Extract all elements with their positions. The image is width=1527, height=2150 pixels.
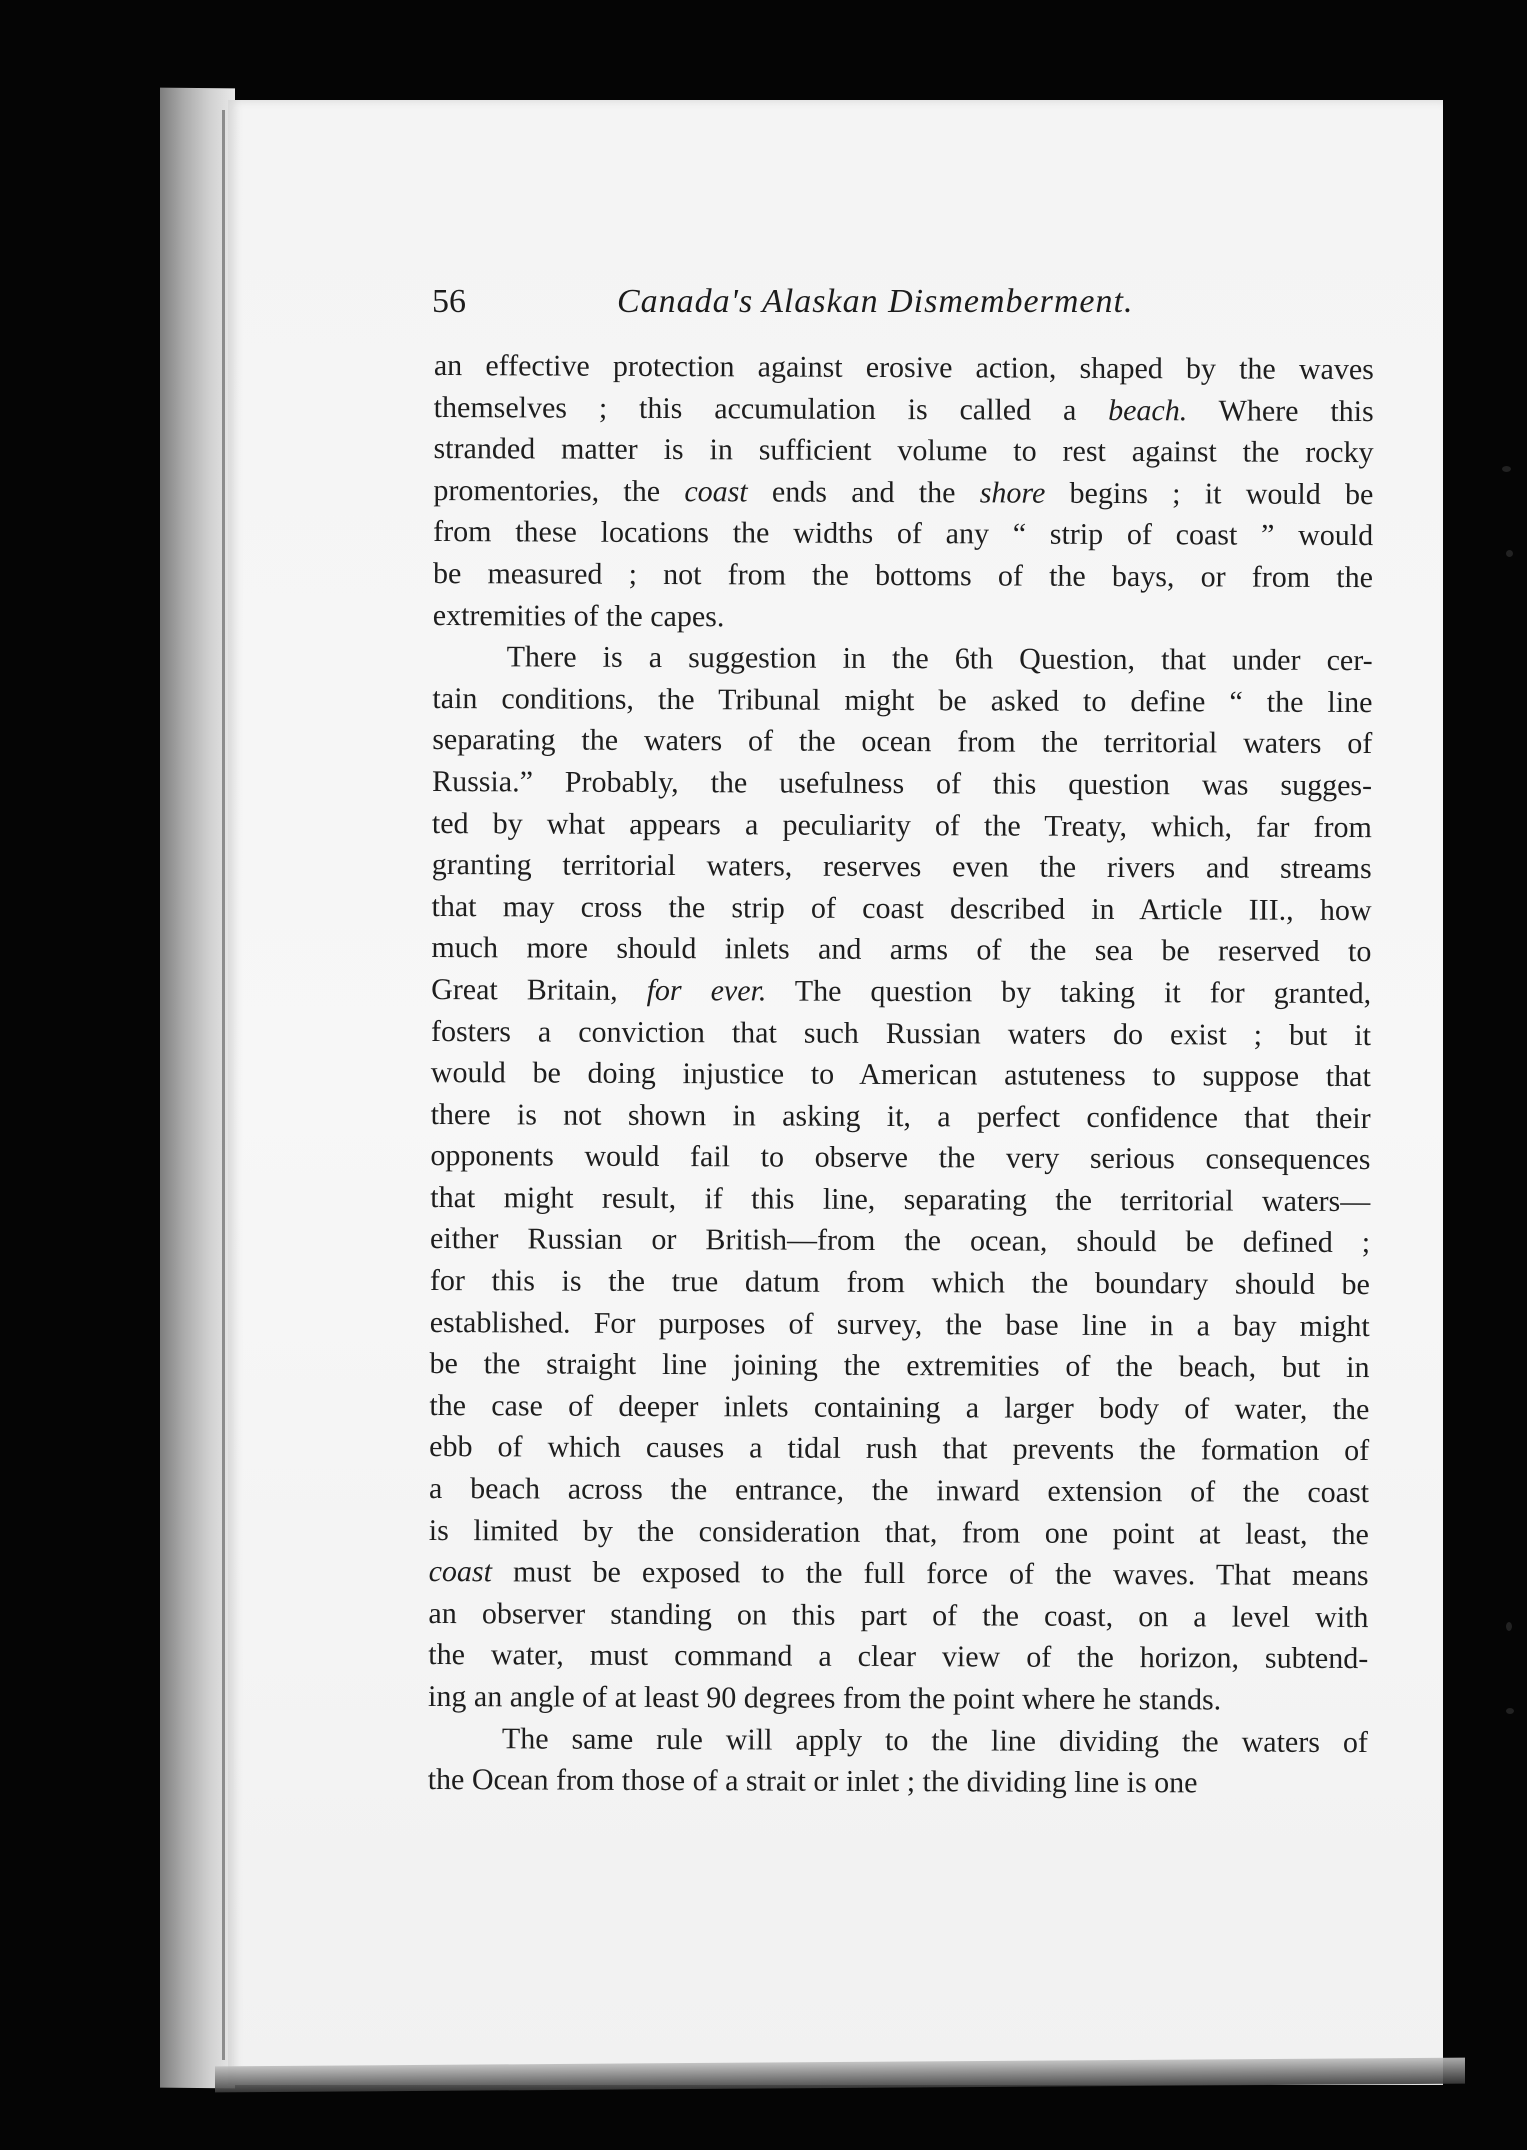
text-segment: established. For purposes of survey, the base line in a bay might bbox=[429, 1305, 1370, 1343]
text-line bbox=[428, 1634, 1368, 1680]
text-segment: be measured ; not from the bottoms of the bays, or from the bbox=[432, 556, 1374, 595]
text-segment: an observer standing on this part of the coast, on a level with bbox=[428, 1596, 1369, 1634]
text-line bbox=[432, 761, 1372, 807]
scan-speck bbox=[1506, 1622, 1512, 1631]
text-line bbox=[430, 1260, 1370, 1306]
text-line bbox=[429, 1343, 1369, 1389]
italic-term: coast bbox=[428, 1555, 493, 1589]
page-number: 56 bbox=[432, 283, 466, 320]
text-segment: ing an angle of at least 90 degrees from the point where he stands. bbox=[428, 1679, 1222, 1717]
text-segment: The question by taking it for granted, bbox=[766, 974, 1372, 1011]
text-segment: be the straight line joining the extremities of the beach, but in bbox=[429, 1347, 1370, 1385]
text-segment: the case of deeper inlets containing a larger body of water, the bbox=[429, 1388, 1370, 1426]
text-segment: themselves ; this accumulation is called a bbox=[433, 390, 1109, 427]
text-segment: promentories, the bbox=[433, 473, 685, 508]
text-segment: tain conditions, the Tribunal might be asked to define “ the line bbox=[432, 681, 1373, 719]
body-text bbox=[428, 345, 1374, 1805]
text-segment: ted by what appears a peculiarity of the Treaty, which, far from bbox=[431, 806, 1372, 844]
page-fold-line bbox=[222, 110, 225, 2060]
text-line bbox=[429, 1468, 1369, 1514]
text-line bbox=[433, 428, 1373, 474]
text-line bbox=[429, 1426, 1369, 1472]
text-line bbox=[434, 387, 1374, 433]
text-segment: There is a suggestion in the 6th Question, that under cer- bbox=[506, 640, 1373, 678]
text-segment: extremities of the capes. bbox=[432, 598, 725, 633]
text-segment: must be exposed to the full force of the waves. That means bbox=[491, 1555, 1369, 1593]
text-segment: that may cross the strip of coast described in Article III., how bbox=[431, 889, 1372, 927]
text-line bbox=[431, 969, 1371, 1015]
running-title: Canada's Alaskan Dismemberment. bbox=[617, 283, 1134, 320]
text-segment: opponents would fail to observe the very serious consequences bbox=[430, 1139, 1371, 1177]
text-line bbox=[430, 1302, 1370, 1348]
text-segment: there is not shown in asking it, a perfect confidence that their bbox=[430, 1097, 1371, 1135]
text-line bbox=[432, 719, 1372, 765]
text-line bbox=[428, 1593, 1368, 1639]
scan-speck bbox=[1502, 466, 1511, 472]
italic-term: shore bbox=[979, 476, 1046, 510]
text-line bbox=[431, 886, 1371, 932]
text-line bbox=[432, 844, 1372, 890]
text-segment: The same rule will apply to the line dividing the waters of bbox=[501, 1721, 1368, 1759]
text-segment: that might result, if this line, separating the territorial waters— bbox=[430, 1180, 1371, 1218]
text-line bbox=[428, 1759, 1368, 1805]
text-line bbox=[433, 511, 1373, 557]
text-segment: ends and the bbox=[747, 475, 980, 510]
text-segment: the water, must command a clear view of the horizon, subtend- bbox=[428, 1638, 1369, 1676]
text-segment: an effective protection against erosive action, shaped by the waves bbox=[433, 348, 1374, 387]
text-line bbox=[431, 1010, 1371, 1056]
scan-speck bbox=[1506, 550, 1513, 557]
text-line bbox=[431, 1094, 1371, 1140]
text-line bbox=[429, 1385, 1369, 1431]
text-line bbox=[430, 1218, 1370, 1264]
text-segment: Great Britain, bbox=[431, 972, 647, 1007]
paragraph bbox=[428, 1718, 1368, 1805]
text-segment: ebb of which causes a tidal rush that prevents the formation of bbox=[429, 1430, 1370, 1468]
text-line bbox=[433, 470, 1373, 516]
scan-speck bbox=[1506, 1708, 1514, 1714]
text-line bbox=[433, 595, 1373, 641]
text-segment: a beach across the entrance, the inward extension of the coast bbox=[428, 1472, 1370, 1510]
text-line bbox=[428, 1718, 1368, 1764]
italic-term: for ever. bbox=[646, 973, 767, 1008]
text-line bbox=[429, 1510, 1369, 1556]
italic-term: coast bbox=[684, 474, 748, 509]
text-segment: the Ocean from those of a strait or inlet ; the dividing line is one bbox=[427, 1763, 1198, 1800]
text-line bbox=[430, 1135, 1370, 1181]
text-segment: for this is the true datum from which the boundary should be bbox=[429, 1264, 1370, 1302]
text-line bbox=[428, 1676, 1368, 1722]
text-segment: granting territorial waters, reserves even the rivers and streams bbox=[431, 848, 1372, 886]
text-segment: Where this bbox=[1187, 393, 1374, 428]
italic-term: beach. bbox=[1108, 393, 1188, 427]
text-segment: either Russian or British—from the ocean, should be defined ; bbox=[430, 1222, 1371, 1260]
text-segment: from these locations the widths of any “ strip of coast ” would bbox=[433, 515, 1374, 553]
text-line bbox=[430, 1177, 1370, 1223]
running-head bbox=[432, 283, 1352, 323]
text-segment: is limited by the consideration that, from one point at least, the bbox=[428, 1513, 1369, 1551]
text-segment: would be doing injustice to American astuteness to suppose that bbox=[430, 1056, 1371, 1094]
text-line bbox=[432, 678, 1372, 724]
paragraph bbox=[433, 345, 1374, 640]
text-segment: fosters a conviction that such Russian waters do exist ; but it bbox=[430, 1014, 1372, 1052]
text-line bbox=[431, 927, 1371, 973]
text-line bbox=[433, 636, 1373, 682]
text-segment: begins ; it would be bbox=[1045, 476, 1374, 511]
text-line bbox=[431, 1052, 1371, 1098]
text-line bbox=[432, 803, 1372, 849]
text-segment: much more should inlets and arms of the sea be reserved to bbox=[431, 931, 1372, 969]
text-line bbox=[434, 345, 1374, 391]
text-segment: Russia.” Probably, the usefulness of this question was sugges- bbox=[432, 764, 1373, 803]
text-segment: separating the waters of the ocean from the territorial waters of bbox=[432, 723, 1373, 761]
paragraph bbox=[428, 636, 1373, 1722]
text-line bbox=[429, 1551, 1369, 1597]
text-line bbox=[433, 553, 1373, 599]
text-segment: stranded matter is in sufficient volume to rest against the rocky bbox=[433, 432, 1374, 470]
